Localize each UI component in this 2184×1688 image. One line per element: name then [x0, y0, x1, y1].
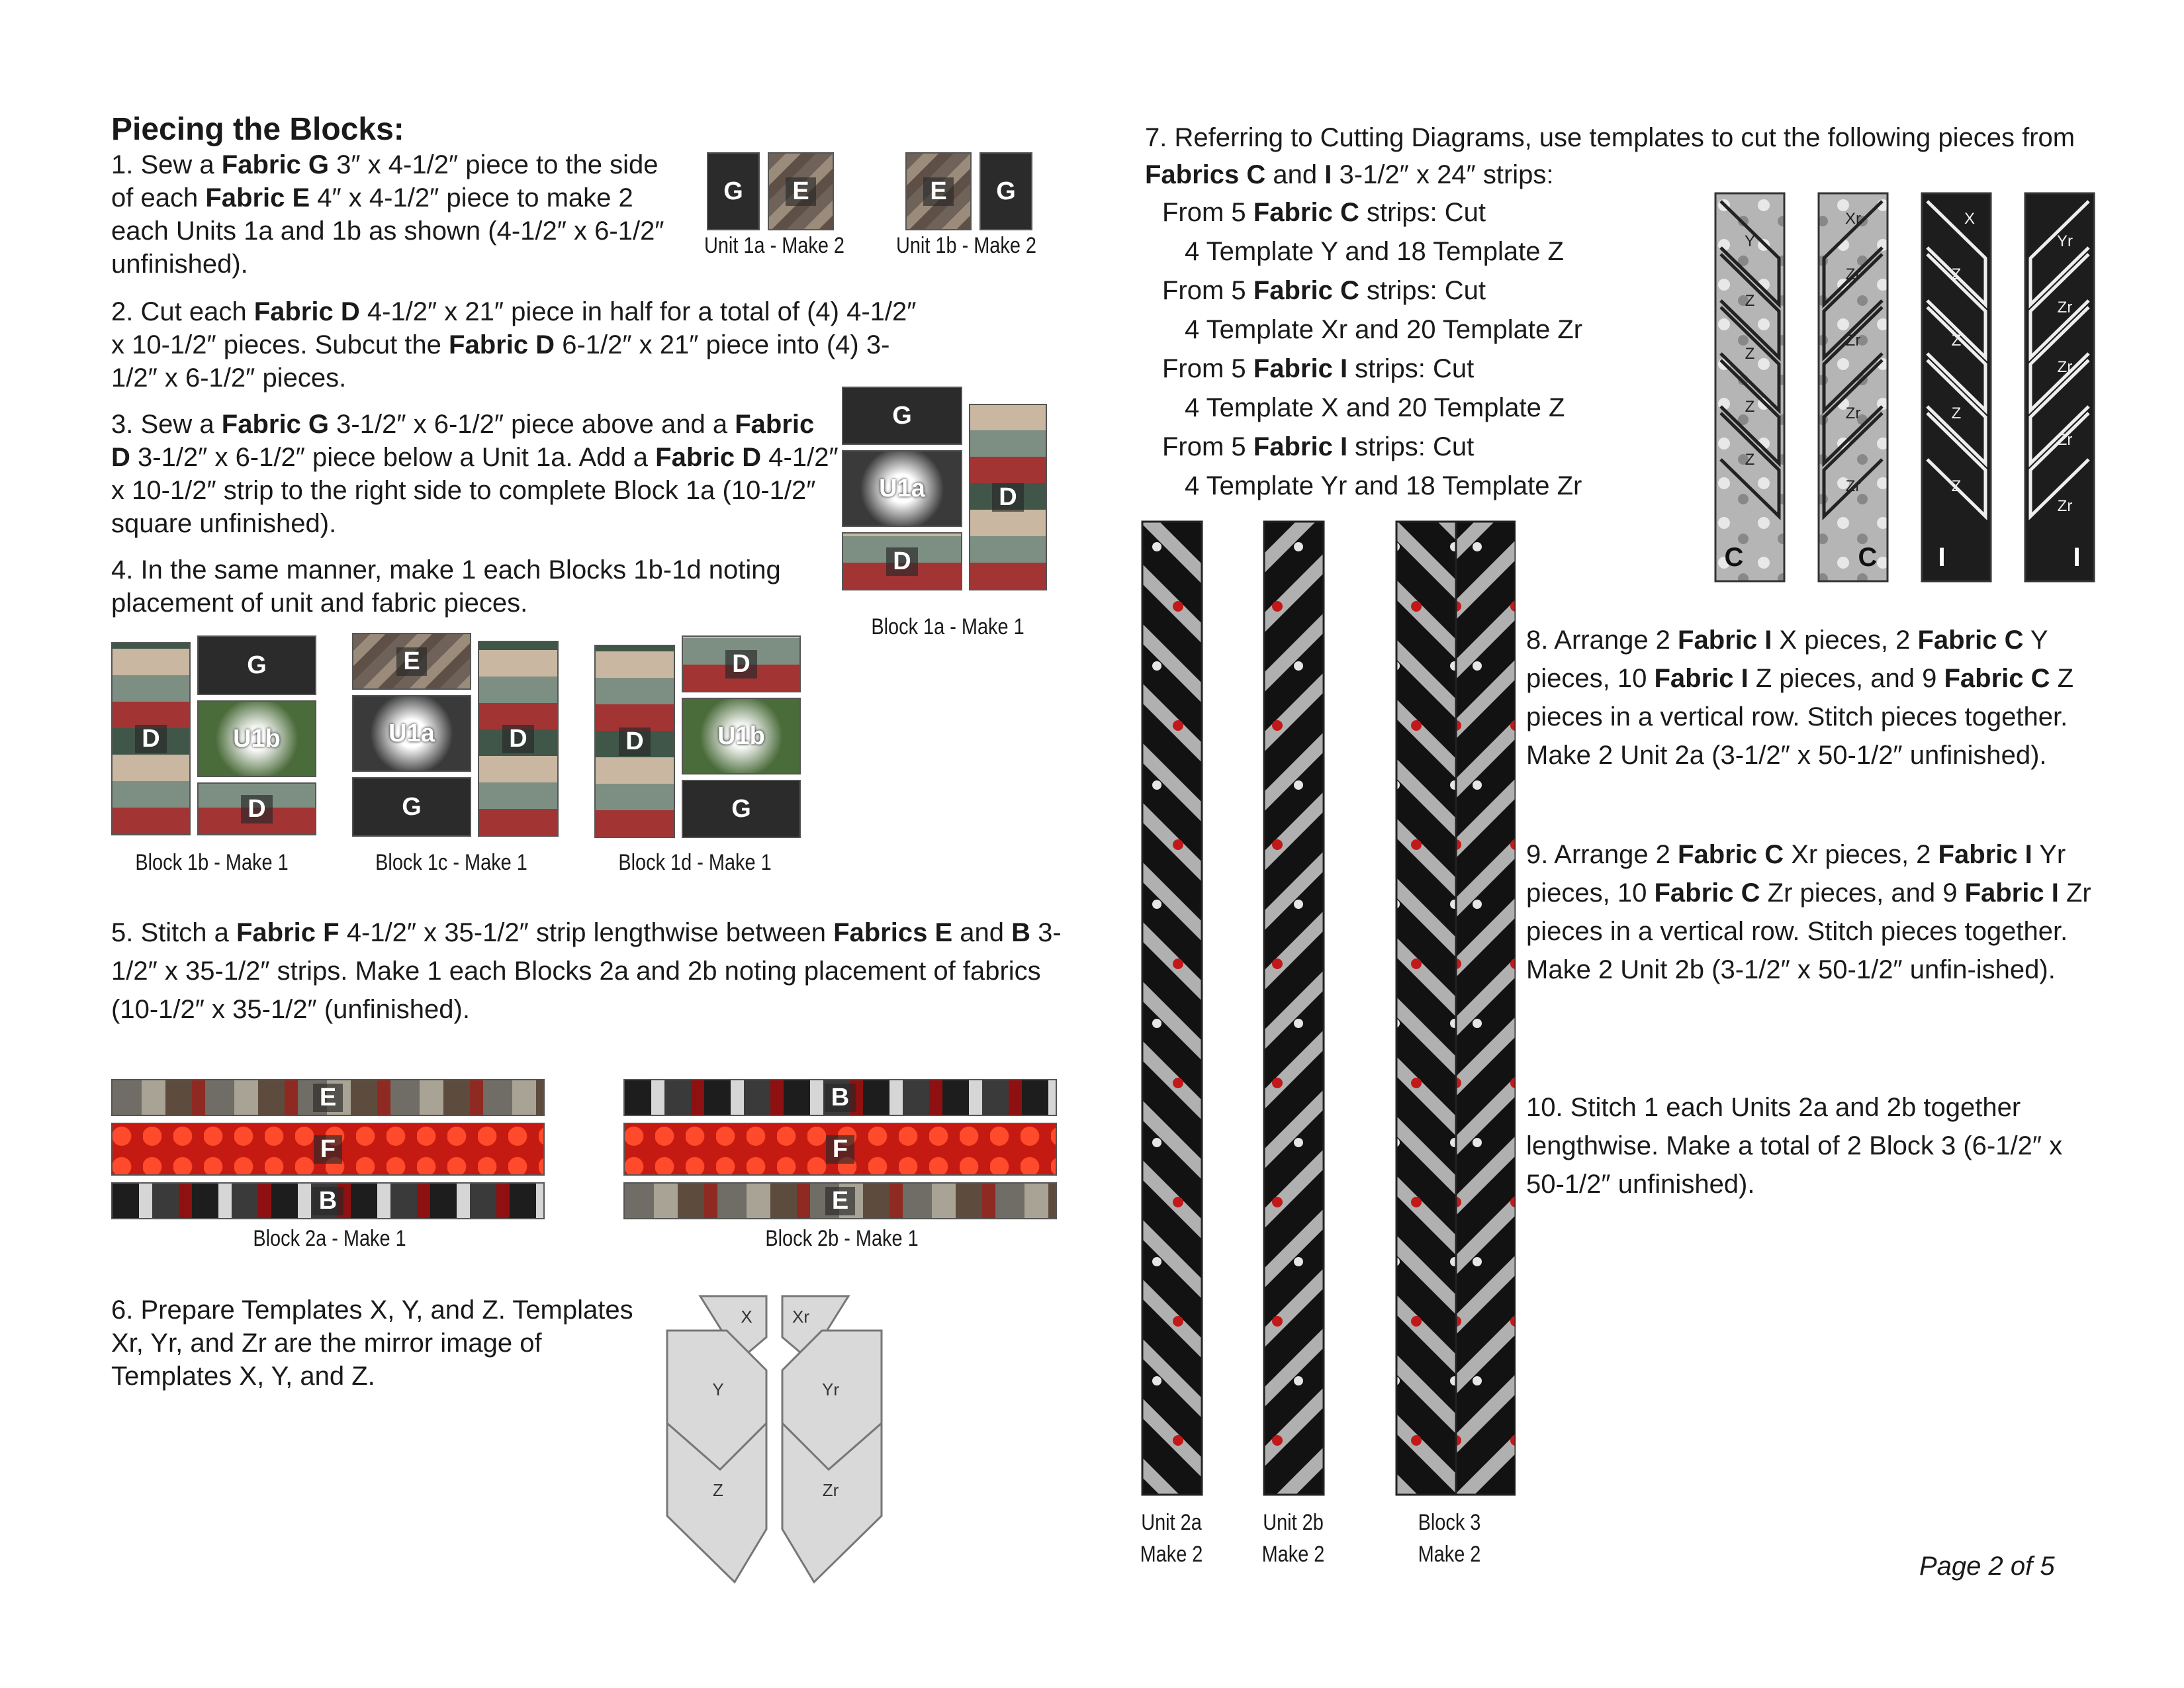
step-2-text [111, 295, 932, 395]
label-fabric-c: C [1858, 543, 1878, 572]
label-zr: Zr [2057, 358, 2073, 376]
text: Yr pieces, 10 [1526, 840, 2066, 908]
caption-line: Make 2 [1418, 1542, 1481, 1567]
bold-text: Fabric C [1253, 198, 1359, 227]
fabric-e-strip [111, 1079, 545, 1116]
text: strips: Cut [1347, 354, 1475, 383]
bold-text: Fabric G [221, 150, 330, 179]
fabric-d-strip [969, 404, 1047, 590]
fabric-e-tile [352, 633, 471, 690]
text: From 5 [1162, 432, 1253, 461]
block-3-right-strip [1456, 522, 1516, 1495]
text: 3-1/2″ x 24″ strips: [1332, 160, 1554, 189]
label-fabric-c: C [1724, 543, 1744, 572]
block-1a-diagram [842, 387, 1054, 612]
block-1d-diagram [594, 635, 806, 847]
tile-label: F [826, 1135, 854, 1164]
text: Zr pieces, and 9 [1760, 878, 1965, 908]
text: 4″ x 4-1/2″ piece to make 2 each Units 1a and 1b as shown (4-1/2″ x 6-1/2″ unfinished). [111, 183, 664, 279]
bold-text: I [1324, 160, 1332, 189]
caption-block-1d: Block 1d - Make 1 [618, 850, 772, 875]
text: From 5 [1162, 354, 1253, 383]
label-x: X [741, 1307, 752, 1327]
text: Z pieces, and 9 [1748, 664, 1944, 693]
text: Y pieces, 10 [1526, 626, 2048, 693]
strip-fabric-i-2 [2025, 193, 2094, 581]
tile-label: U1a [388, 719, 435, 747]
block-1c-diagram [352, 633, 564, 845]
fabric-d-strip [111, 642, 191, 835]
text: 3-1/2″ x 35-1/2″ strips. Make 1 each Blocks 2a and 2b noting placement of fabrics (10-1/2″ x 35-1/2″ (unfinished). [111, 918, 1062, 1024]
bold-text: Fabric I [1253, 354, 1348, 383]
tile-label: E [923, 177, 953, 206]
step-10-text: 10. Stitch 1 each Units 2a and 2b together lengthwise. Make a total of 2 Block 3 (6-1/2″ x 50-1/2″ unfinished). [1526, 1093, 2063, 1199]
fabric-b-strip [111, 1182, 545, 1219]
text: 4-1/2″ x 21″ piece in half for a total of (4) 4-1/2″ x 10-1/2″ pieces. Subcut the [111, 297, 917, 359]
label-yr: Yr [822, 1380, 839, 1399]
text: strips: Cut [1359, 198, 1486, 227]
label-z: Z [1951, 477, 1962, 495]
caption-line: Make 2 [1140, 1542, 1203, 1567]
page-title: Piecing the Blocks: [111, 112, 404, 147]
fabric-b-strip [623, 1079, 1057, 1116]
cutting-diagram [1714, 192, 2098, 583]
bold-text: Fabric C [1253, 276, 1359, 305]
label-zr: Zr [2057, 431, 2073, 449]
unit-2b-strip [1264, 522, 1324, 1495]
label-yr: Yr [2057, 232, 2073, 250]
bold-text: Fabric D [449, 330, 555, 359]
text: 7. Referring to Cutting Diagrams, use templates to cut the following pieces from [1145, 123, 2075, 152]
fabric-e-tile [768, 152, 834, 230]
fabric-e-tile [905, 152, 972, 230]
bold-text: Fabric I [1938, 840, 2032, 869]
bold-text: Fabric E [205, 183, 310, 212]
strip-fabric-c-1 [1715, 193, 1784, 581]
cutting-subline: 4 Template X and 20 Template Z [1185, 393, 1565, 422]
text: 8. Arrange 2 [1526, 626, 1678, 655]
cutting-line [1162, 271, 1705, 310]
caption-unit-2b [1243, 1507, 1344, 1570]
text: and [952, 918, 1012, 947]
step-1-text [111, 148, 680, 281]
step-5-text [111, 914, 1064, 1029]
tile-label: E [786, 177, 815, 206]
label-zr: Zr [1845, 332, 1861, 350]
caption-unit-1b: Unit 1b - Make 2 [895, 233, 1037, 258]
tile-label: D [135, 725, 166, 753]
bold-text: Fabric G [221, 410, 330, 439]
tile-label: B [825, 1084, 856, 1112]
bold-text: Fabrics E [833, 918, 953, 947]
label-zr: Zr [2057, 299, 2073, 316]
unit-1a-tile [842, 450, 962, 527]
fabric-g-tile: G [682, 780, 801, 838]
bold-text: Fabric F [236, 918, 340, 947]
tile-label: F [314, 1135, 342, 1164]
caption-line: Unit 2b [1263, 1510, 1324, 1535]
unit-2a-strip [1142, 522, 1202, 1495]
label-z: Z [1745, 451, 1755, 469]
tile-label: D [886, 547, 917, 576]
step-4-text: 4. In the same manner, make 1 each Blocks 1b-1d noting placement of unit and fabric pieces. [111, 555, 781, 618]
bold-text: Fabric D [655, 443, 762, 472]
label-x: X [1964, 210, 1976, 228]
text: 3. Sew a [111, 410, 222, 439]
label-zr: Zr [2057, 497, 2073, 515]
text: Zr pieces in a vertical row. Stitch pieces together. Make 2 Unit 2b (3-1/2″ x 50-1/2″ unfin-ished). [1526, 878, 2091, 984]
step-8-text [1526, 621, 2102, 774]
label-xr: Xr [1845, 210, 1861, 228]
block-2b-diagram [623, 1079, 1060, 1225]
fabric-g-tile: G [979, 152, 1032, 230]
step-3-text [111, 408, 839, 540]
label-z: Z [1951, 265, 1962, 283]
bold-text: Fabrics C [1145, 160, 1266, 189]
caption-unit-2a [1121, 1507, 1222, 1570]
tile-label: E [825, 1187, 855, 1215]
bold-text: Fabric D [253, 297, 360, 326]
caption-block-1c: Block 1c - Make 1 [375, 850, 527, 875]
cutting-subline: 4 Template Yr and 18 Template Zr [1185, 471, 1582, 500]
tile-label: D [502, 725, 533, 753]
caption-block-1a: Block 1a - Make 1 [871, 614, 1024, 639]
label-z: Z [1951, 404, 1962, 422]
page-number: Page 2 of 5 [1919, 1552, 2055, 1581]
cutting-subline: 4 Template Y and 18 Template Z [1185, 237, 1564, 266]
text: 4-1/2″ x 10-1/2″ strip to the right side to complete Block 1a (10-1/2″ square unfinished). [111, 443, 839, 538]
tile-label: D [725, 650, 756, 679]
tile-label: U1b [233, 724, 281, 753]
caption-block-1b: Block 1b - Make 1 [135, 850, 289, 875]
text: 9. Arrange 2 [1526, 840, 1678, 869]
bold-text: Fabric C [1944, 664, 2050, 693]
fabric-d-tile [842, 532, 962, 590]
unit-1a-tile [352, 695, 471, 772]
block-3-left-strip [1396, 522, 1456, 1495]
fabric-g-tile: G [842, 387, 962, 445]
bold-text: Fabric C [1654, 878, 1760, 908]
tile-label: D [992, 483, 1023, 512]
fabric-f-strip [623, 1123, 1057, 1176]
unit-1b-tile [682, 698, 801, 774]
text: From 5 [1162, 198, 1253, 227]
text: strips: Cut [1347, 432, 1475, 461]
label-z: Z [1745, 292, 1755, 310]
text: 3-1/2″ x 6-1/2″ piece below a Unit 1a. Add a [130, 443, 656, 472]
fabric-d-strip [478, 641, 559, 837]
templates-xyz-diagram [662, 1291, 887, 1589]
step-6-text: 6. Prepare Templates X, Y, and Z. Templates Xr, Yr, and Zr are the mirror image of Templates X, Y, and Z. [111, 1295, 633, 1391]
step-7-text [1145, 119, 2085, 193]
label-z: Z [1745, 398, 1755, 416]
fabric-g-tile: G [707, 152, 760, 230]
cutting-subline: 4 Template Xr and 20 Template Zr [1185, 315, 1583, 344]
fabric-e-strip [623, 1182, 1057, 1219]
label-zr: Zr [822, 1480, 839, 1500]
tile-label: B [312, 1187, 343, 1215]
label-xr: Xr [792, 1307, 809, 1327]
tile-label: U1a [879, 474, 925, 502]
fabric-g-tile: G [197, 635, 316, 695]
bold-text: Fabric I [1678, 626, 1772, 655]
label-y: Y [1744, 232, 1756, 250]
bold-text: Fabric I [1964, 878, 2059, 908]
label-zr: Zr [1845, 477, 1861, 495]
text: Xr pieces, 2 [1784, 840, 1938, 869]
tile-label: E [396, 647, 426, 676]
caption-line: Unit 2a [1141, 1510, 1202, 1535]
fabric-d-strip [594, 645, 675, 838]
text: X pieces, 2 [1772, 626, 1918, 655]
bold-text: B [1011, 918, 1031, 947]
block-2a-diagram [111, 1079, 548, 1225]
label-z: Z [713, 1480, 723, 1500]
text: From 5 [1162, 276, 1253, 305]
fabric-d-tile [197, 782, 316, 835]
fabric-g-tile: G [352, 777, 471, 837]
cutting-line [1162, 428, 1705, 467]
caption-unit-1a: Unit 1a - Make 2 [704, 233, 845, 258]
bold-text: Fabric I [1654, 664, 1749, 693]
cutting-line [1162, 193, 1705, 232]
label-zr: Zr [1845, 265, 1861, 283]
label-fabric-i: I [2073, 543, 2081, 572]
block-1b-diagram [111, 635, 323, 847]
text: 3-1/2″ x 6-1/2″ piece above and a [329, 410, 735, 439]
caption-line: Make 2 [1261, 1542, 1325, 1567]
text: strips: Cut [1359, 276, 1486, 305]
tile-label: E [313, 1084, 343, 1112]
strip-fabric-c-2 [1819, 193, 1888, 581]
label-fabric-i: I [1938, 543, 1946, 572]
strip-fabric-i-1 [1922, 193, 1991, 581]
text: 1. Sew a [111, 150, 222, 179]
text: and [1265, 160, 1325, 189]
fabric-f-strip [111, 1123, 545, 1176]
label-y: Y [712, 1380, 724, 1399]
tile-label: D [619, 727, 650, 756]
caption-line: Block 3 [1418, 1510, 1481, 1535]
label-z: Z [1951, 332, 1962, 350]
tile-label: D [241, 795, 272, 823]
cutting-list [1162, 193, 1705, 506]
bold-text: Fabric C [1678, 840, 1784, 869]
caption-block-3 [1399, 1507, 1500, 1570]
text: 6-1/2″ x 21″ piece into (4) 3-1/2″ x 6-1/2″ pieces. [111, 330, 890, 393]
step-9-text [1526, 835, 2102, 989]
cutting-line [1162, 350, 1705, 389]
tile-label: U1b [717, 722, 765, 750]
label-z: Z [1745, 345, 1755, 363]
label-zr: Zr [1845, 404, 1861, 422]
text: 3″ x 4-1/2″ piece to the side of each [111, 150, 659, 212]
bold-text: Fabric I [1253, 432, 1348, 461]
caption-block-2b: Block 2b - Make 1 [765, 1226, 919, 1251]
text: Z pieces in a vertical row. Stitch pieces together. Make 2 Unit 2a (3-1/2″ x 50-1/2″ unfinished). [1526, 664, 2074, 770]
bold-text: Fabric D [111, 410, 815, 472]
text: 4-1/2″ x 35-1/2″ strip lengthwise between [339, 918, 834, 947]
text: 2. Cut each [111, 297, 254, 326]
unit-1b-tile [197, 700, 316, 777]
text: 5. Stitch a [111, 918, 236, 947]
bold-text: Fabric C [1917, 626, 2024, 655]
caption-block-2a: Block 2a - Make 1 [253, 1226, 406, 1251]
fabric-d-tile [682, 635, 801, 692]
unit-2-block-3-diagram [1138, 520, 1516, 1500]
